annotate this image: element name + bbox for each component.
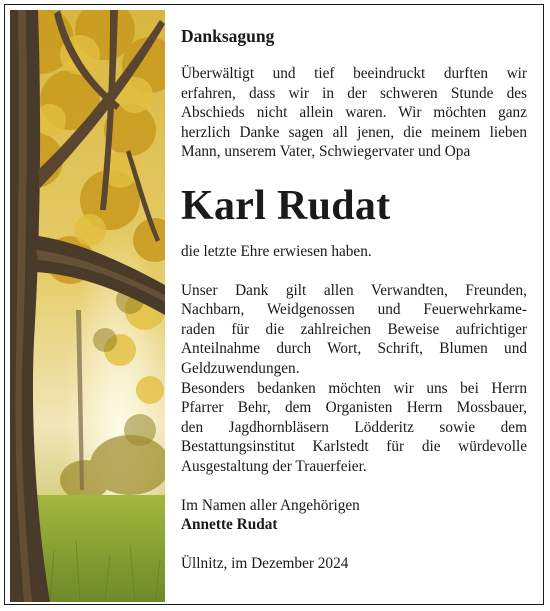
special-thanks-line: Bestattungsinstitut Karlstedt für die würdevolle — [181, 438, 527, 456]
obituary-frame — [4, 4, 544, 605]
signoff-line: Im Namen aller Angehörigen — [181, 496, 360, 514]
thanks-line: Geldzuwendungen. — [181, 359, 300, 377]
notice-text — [181, 23, 527, 573]
intro-line: Abschieds nicht allein waren. Wir möchten ganz — [181, 104, 527, 122]
thanks-line: Unser Dank gilt allen Verwandten, Freunden, — [181, 281, 527, 299]
special-thanks-paragraph — [181, 379, 527, 477]
signer-name: Annette Rudat — [181, 516, 278, 534]
intro-line: Mann, unserem Vater, Schwiegervater und Opa — [181, 143, 471, 161]
intro-line: erfahren, dass wir in der schweren Stunde des — [181, 84, 527, 102]
intro-paragraph — [181, 64, 527, 162]
thanks-line: raden für die zahlreichen Beweise aufrichtiger — [181, 320, 527, 338]
autumn-tree-photo — [10, 10, 165, 602]
deceased-name: Karl Rudat — [181, 182, 391, 229]
thanks-line: Anteilnahme durch Wort, Schrift, Blumen und — [181, 340, 527, 358]
special-thanks-line: Pfarrer Behr, dem Organisten Herrn Mossbauer, — [181, 399, 527, 417]
special-thanks-line: den Jagdhornbläsern Lödderitz sowie dem — [181, 418, 527, 436]
intro-line: herzlich Danke sagen all jenen, die meinem lieben — [181, 123, 527, 141]
intro-line: Überwältigt und tief beeindruckt durften wir — [181, 65, 527, 82]
autumn-tree-illustration — [10, 10, 165, 602]
special-thanks-line: Ausgestaltung der Trauerfeier. — [181, 457, 367, 475]
after-name-line: die letzte Ehre erwiesen haben. — [181, 242, 372, 260]
thanks-line: Nachbarn, Weidgenossen und Feuerwehrkame- — [181, 301, 527, 319]
thanks-paragraph — [181, 281, 527, 379]
place-date: Üllnitz, im Dezember 2024 — [181, 554, 349, 572]
notice-heading: Danksagung — [181, 26, 275, 46]
special-thanks-line: Besonders bedanken möchten wir uns bei Herrn — [181, 379, 527, 397]
